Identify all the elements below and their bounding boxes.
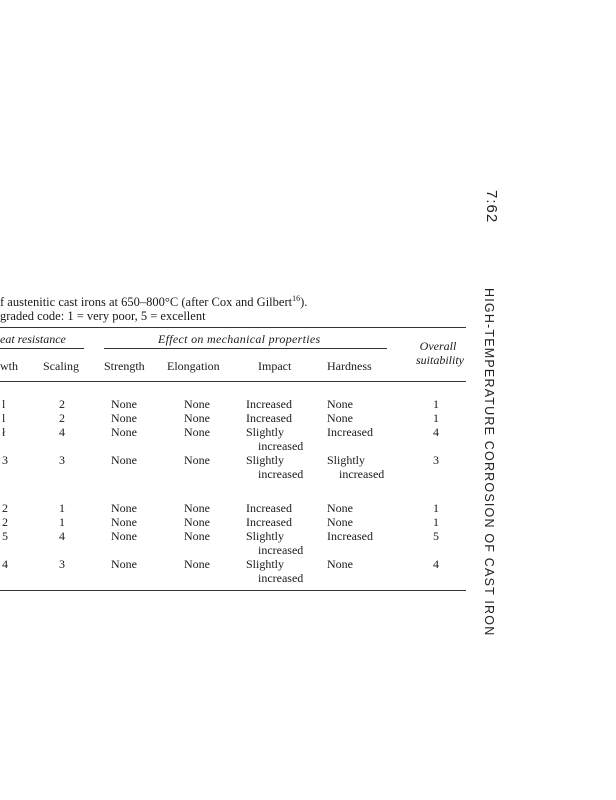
cell-text-line: Slightly [246, 453, 285, 467]
group-header-overall [408, 339, 468, 367]
table-caption-line1 [0, 294, 307, 310]
cell-growth: ł [2, 425, 6, 439]
running-head: HIGH-TEMPERATURE CORROSION OF CAST IRON [482, 288, 496, 637]
cell-elongation: None [184, 557, 210, 571]
cell-impact [246, 529, 310, 557]
cell-overall: 3 [433, 453, 439, 467]
table-caption-line2: graded code: 1 = very poor, 5 = excellent [0, 309, 206, 323]
cell-overall: 1 [433, 411, 439, 425]
cell-impact [246, 557, 310, 585]
cell-overall: 1 [433, 515, 439, 529]
cell-growth: 2 [2, 501, 8, 515]
col-header-growth: wth [0, 359, 18, 373]
cell-hardness [327, 453, 393, 481]
cell-scaling: 4 [59, 425, 65, 439]
cell-hardness: None [327, 515, 353, 529]
cell-elongation: None [184, 529, 210, 543]
cell-strength: None [111, 453, 137, 467]
table-header-rule [0, 381, 466, 382]
cell-overall: 4 [433, 557, 439, 571]
cell-growth: 2 [2, 515, 8, 529]
col-header-hardness: Hardness [327, 359, 372, 373]
cell-hardness: Increased [327, 529, 373, 543]
cell-strength: None [111, 397, 137, 411]
cell-hardness: Increased [327, 425, 373, 439]
cell-growth: 3 [2, 453, 8, 467]
cell-hardness: None [327, 501, 353, 515]
heat-resistance-rule [0, 348, 84, 349]
cell-overall: 1 [433, 397, 439, 411]
cell-text-line: increased [258, 467, 304, 481]
cell-scaling: 1 [59, 501, 65, 515]
cell-scaling: 1 [59, 515, 65, 529]
table-bottom-rule [0, 590, 466, 591]
cell-text-line: increased [258, 543, 304, 557]
cell-strength: None [111, 557, 137, 571]
col-header-impact: Impact [258, 359, 292, 373]
cell-elongation: None [184, 501, 210, 515]
cell-elongation: None [184, 397, 210, 411]
cell-overall: 4 [433, 425, 439, 439]
overall-line2: suitability [416, 353, 464, 367]
caption-reference: 16 [292, 294, 301, 303]
cell-text-line: increased [258, 571, 304, 585]
cell-impact [246, 425, 310, 453]
cell-impact [246, 453, 310, 481]
cell-overall: 5 [433, 529, 439, 543]
caption-text-end: ). [300, 295, 308, 310]
cell-text-line: increased [258, 439, 304, 453]
cell-impact: Increased [246, 501, 292, 515]
cell-impact: Increased [246, 397, 292, 411]
table-top-rule [0, 327, 466, 328]
cell-scaling: 3 [59, 453, 65, 467]
cell-growth: 5 [2, 529, 8, 543]
cell-overall: 1 [433, 501, 439, 515]
cell-impact: Increased [246, 515, 292, 529]
cell-growth: 4 [2, 557, 8, 571]
group-header-heat-resistance: eat resistance [0, 332, 66, 346]
cell-scaling: 3 [59, 557, 65, 571]
cell-scaling: 2 [59, 397, 65, 411]
caption-text: f austenitic cast irons at 650–800°C (after Cox and Gilbert [0, 295, 293, 310]
cell-growth: l [2, 411, 6, 425]
cell-hardness: None [327, 411, 353, 425]
cell-text-line: Slightly [246, 557, 285, 571]
cell-strength: None [111, 411, 137, 425]
cell-text-line: Slightly [246, 425, 285, 439]
col-header-strength: Strength [104, 359, 145, 373]
cell-strength: None [111, 529, 137, 543]
col-header-scaling: Scaling [43, 359, 79, 373]
cell-hardness: None [327, 557, 353, 571]
cell-elongation: None [184, 425, 210, 439]
cell-scaling: 2 [59, 411, 65, 425]
cell-hardness: None [327, 397, 353, 411]
cell-elongation: None [184, 515, 210, 529]
cell-text-line: increased [339, 467, 385, 481]
cell-elongation: None [184, 411, 210, 425]
mechanical-rule [104, 348, 387, 349]
cell-strength: None [111, 515, 137, 529]
page-number: 7:62 [483, 190, 500, 224]
cell-strength: None [111, 425, 137, 439]
cell-text-line: Slightly [246, 529, 285, 543]
group-header-mechanical: Effect on mechanical properties [158, 332, 321, 346]
cell-strength: None [111, 501, 137, 515]
cell-growth: l [2, 397, 6, 411]
cell-impact: Increased [246, 411, 292, 425]
col-header-elongation: Elongation [167, 359, 220, 373]
cell-text-line: Slightly [327, 453, 366, 467]
overall-line1: Overall [419, 339, 457, 353]
cell-elongation: None [184, 453, 210, 467]
cell-scaling: 4 [59, 529, 65, 543]
